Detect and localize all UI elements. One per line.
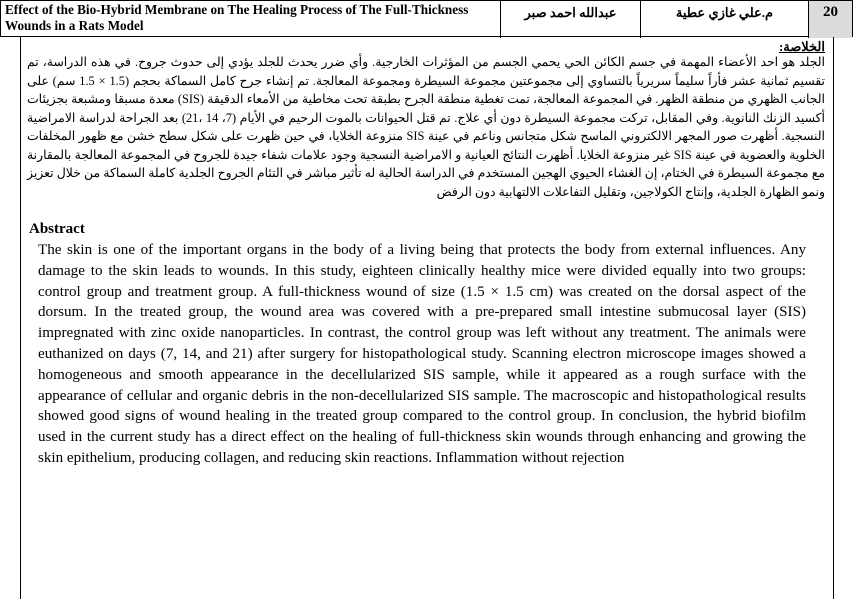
author-first: م.علي غازي عطية xyxy=(641,1,809,38)
arabic-abstract-text: الجلد هو احد الأعضاء المهمة في جسم الكائن الحي يحمي الجسم من المؤثرات الخارجية. وأي ضرر يحدث للجلد يؤدي إلى حدوث جروح. في هذه الدراسة، تم تقسيم ثمانية عشر فأراً سليماً سريرياً بالتساوي إلى مجموعتين مجموعة السيطرة ومجموعة المعالجة. تم إنشاء جرح كامل السماكة بحجم (1.5 × 1.5 سم) على الجانب الظهري من منطقة الظهر. في المجموعة المعالجة، تمت تغطية منطقة الجرح بطبقة تحت مخاطية من الأمعاء الدقيقة (SIS) معدة مسبقا ومشبعة بجزيئات أكسيد الزنك النانوية. وفي المقابل، تركت مجموعة السيطرة دون أي علاج. تم قتل الحيوانات بالموت الرحيم في الأيام (7، 14 ،21) بعد الجراحة لدراسة الامراضية النسجية. أظهرت صور المجهر الالكتروني الماسح شكل متجانس وناعم في عينة SIS منزوعة الخلايا، في حين ظهرت على شكل سطح خشن مع ظهور المخلفات الخلوية والعضوية في عينة SIS غير منزوعة الخلايا. أظهرت النتائج العيانية و الامراضية النسجية وجود علامات شفاء جيدة للجروح في المجموعة المعالجة بالمقارنة مع مجموعة السيطرة في الختام، إن الغشاء الحيوي الهجين المستخدم في الدراسة الحالية له تأثير مباشر في التئام الجروح الجلدية كاملة السماكة من خلال تعزيز ونمو الظهارة الجلدية، وإنتاج الكولاجين، وتقليل التفاعلات الالتهابية دون الرفض xyxy=(27,55,826,199)
header-table xyxy=(0,0,853,37)
author-second: عبدالله احمد صبر xyxy=(501,1,641,38)
article-title: Effect of the Bio-Hybrid Membrane on The Healing Process of The Full-Thickness Wounds in a Rats Model xyxy=(1,1,501,38)
english-abstract-heading: Abstract xyxy=(29,221,85,237)
arabic-abstract-heading: الخلاصة: xyxy=(778,39,825,54)
english-abstract-text: The skin is one of the important organs in the body of a living being that protects the body from external influences. Any damage to the skin leads to wounds. In this study, eighteen clinically healthy mice were divided equally into two groups: control group and treatment group. A full-thickness wound of size (1.5 × 1.5 cm) was created on the dorsal aspect of the dorsum. In the treated group, the wound area was covered with a pre-prepared small intestine submucosal layer (SIS) impregnated with zinc oxide nanoparticles. In contrast, the control group was left without any treatment. The animals were euthanized on days (7, 14, and 21) after surgery for histopathological study. Scanning electron microscope images showed a homogeneous and smooth appearance in the decellularized SIS sample, while it appeared as a rough surface with the appearance of cellular and organic debris in the non-decellularized SIS sample. The macroscopic and histopathological results showed good signs of wound healing in the treated group compared to the control group. In conclusion, the hybrid biofilm used in the current study has a direct effect on the healing of full-thickness skin wounds through enhancing and growing the skin epithelium, producing collagen, and reducing skin reactions. Inflammation without rejection xyxy=(38,242,806,466)
article-number: 20 xyxy=(809,1,852,38)
abstract-box xyxy=(20,37,834,599)
